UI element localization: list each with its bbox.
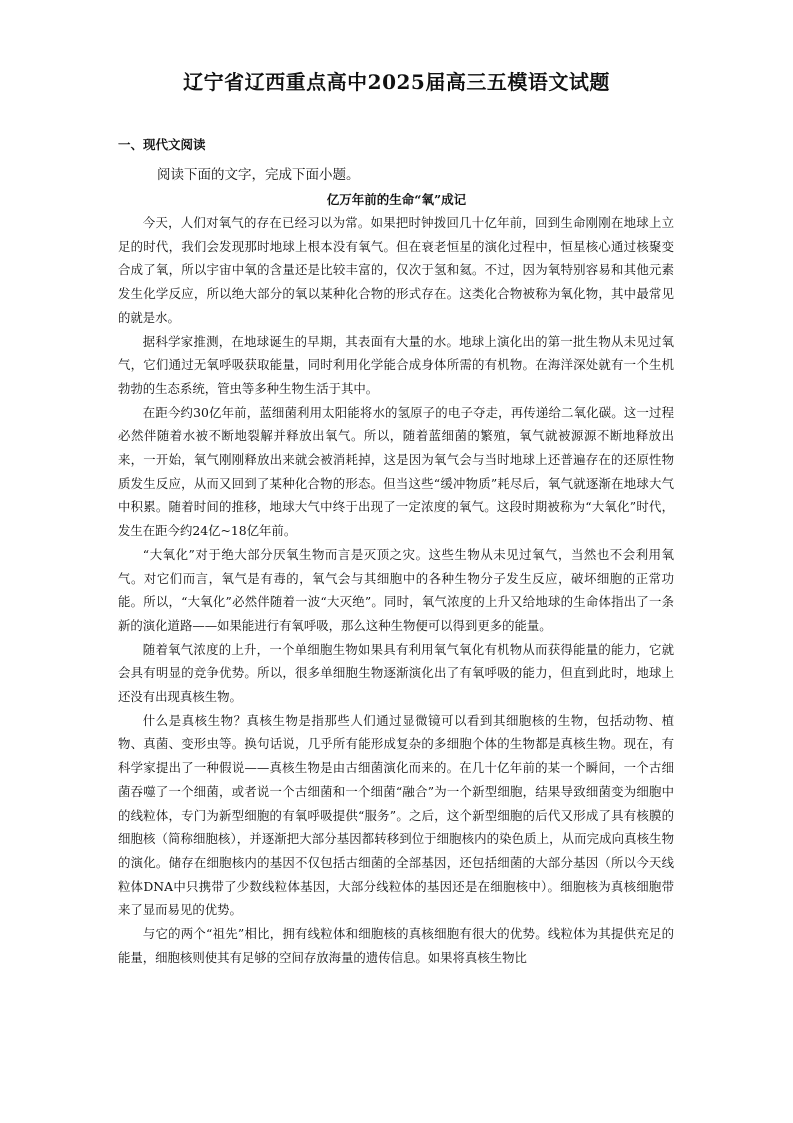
article-paragraph: “大氧化”对于绝大部分厌氧生物而言是灭顶之灾。这些生物从未见过氧气，当然也不会利用氧气。对它们而言，氧气是有毒的，氧气会与其细胞中的各种生物分子发生反应，破坏细胞的正常功能。所以，“大氧化”必然伴随着一波“大灭绝”。同时，氧气浓度的上升又给地球的生命体指出了一条新的演化道路——如果能进行有氧呼吸，那么这种生物便可以得到更多的能量。 bbox=[118, 546, 674, 633]
exam-title: 辽宁省辽西重点高中2025届高三五模语文试题 bbox=[183, 70, 610, 94]
reading-instruction: 阅读下面的文字，完成下面小题。 bbox=[157, 167, 360, 183]
section-heading: 一、现代文阅读 bbox=[118, 137, 206, 152]
article-paragraph: 据科学家推测，在地球诞生的早期，其表面有大量的水。地球上演化出的第一批生物从未见过氧气，它们通过无氧呼吸获取能量，同时利用化学能合成身体所需的有机物。在海洋深处就有一个生机勃勃的生态系统，管虫等多种生物生活于其中。 bbox=[118, 333, 674, 396]
article-paragraph: 什么是真核生物？真核生物是指那些人们通过显微镜可以看到其细胞核的生物，包括动物、植物、真菌、变形虫等。换句话说，几乎所有能形成复杂的多细胞个体的生物都是真核生物。现在，有科学家提出了一种假说——真核生物是由古细菌演化而来的。在几十亿年前的某一个瞬间，一个古细菌吞噬了一个细菌，或者说一个古细菌和一个细菌“融合”为一个新型细胞，结果导致细菌变为细胞中的线粒体，专门为新型细胞的有氧呼吸提供“服务”。之后，这个新型细胞的后代又形成了具有核膜的细胞核（简称细胞核），并逐渐把大部分基因都转移到位于细胞核内的染色质上，从而完成向真核生物的演化。储存在细胞核内的基因不仅包括古细菌的全部基因，还包括细菌的大部分基因（所以今天线粒体DNA中只携带了少数线粒体基因，大部分线粒体的基因还是在细胞核中）。细胞核为真核细胞带来了显而易见的优势。 bbox=[118, 712, 674, 918]
article-title: 亿万年前的生命“氧”成记 bbox=[326, 192, 467, 207]
article-paragraph: 与它的两个“祖先”相比，拥有线粒体和细胞核的真核细胞有很大的优势。线粒体为其提供充足的能量，细胞核则使其有足够的空间存放海量的遗传信息。如果将真核生物比 bbox=[118, 926, 674, 965]
article-paragraph: 随着氧气浓度的上升，一个单细胞生物如果具有利用氧气氧化有机物从而获得能量的能力，它就会具有明显的竞争优势。所以，很多单细胞生物逐渐演化出了有氧呼吸的能力，但直到此时，地球上还没有出现真核生物。 bbox=[118, 641, 674, 705]
article-body bbox=[118, 211, 674, 970]
article-paragraph: 在距今约30亿年前，蓝细菌利用太阳能将水的氢原子的电子夺走，再传递给二氧化碳。这一过程必然伴随着水被不断地裂解并释放出氧气。所以，随着蓝细菌的繁殖，氧气就被源源不断地释放出来，一开始，氧气刚刚释放出来就会被消耗掉，这是因为氧气会与当时地球上还普遍存在的还原性物质发生反应，从而又回到了某种化合物的形态。但当这些“缓冲物质”耗尽后，氧气就逐渐在地球大气中积累。随着时间的推移，地球大气中终于出现了一定浓度的氧气。这段时期被称为“大氧化”时代，发生在距今约24亿~18亿年前。 bbox=[118, 404, 674, 539]
article-paragraph: 今天，人们对氧气的存在已经习以为常。如果把时钟拨回几十亿年前，回到生命刚刚在地球上立足的时代，我们会发现那时地球上根本没有氧气。但在衰老恒星的演化过程中，恒星核心通过核聚变合成了氧，所以宇宙中氧的含量还是比较丰富的，仅次于氢和氦。不过，因为氧特别容易和其他元素发生化学反应，所以绝大部分的氧以某种化合物的形式存在。这类化合物被称为氧化物，其中最常见的就是水。 bbox=[118, 215, 674, 325]
